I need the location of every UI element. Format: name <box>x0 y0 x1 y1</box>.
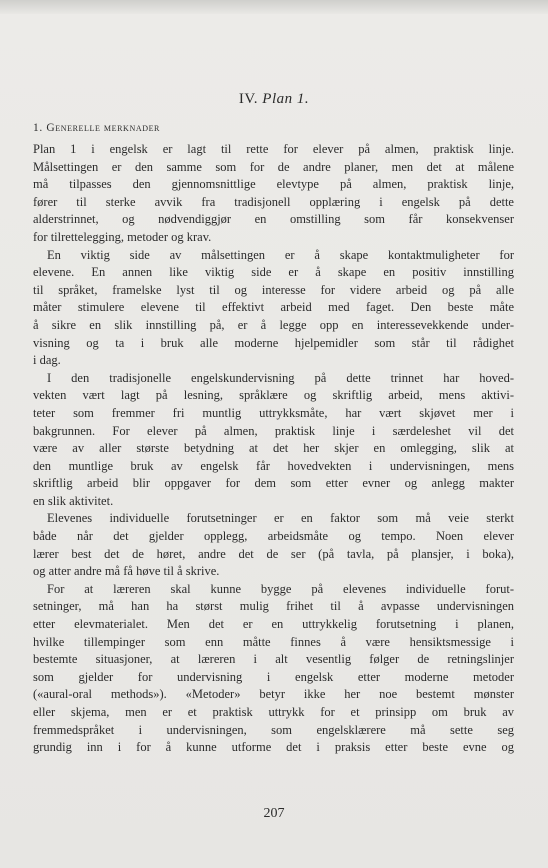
text-line: En viktig side av målsettingen er å skape kontaktmuligheter for <box>47 247 514 262</box>
text-line: skriftlig arbeid blir oppgaver for dem som etter evner og anlegg makter <box>33 476 514 491</box>
chapter-title <box>0 91 548 108</box>
text-line: bestemte situasjoner, at læreren i alt vesentlig følger de retningslinjer <box>33 652 514 667</box>
text-line: fremmedspråket i undervisningen, som engelsklærere må sette seg <box>33 722 514 737</box>
text-line: til språket, framelske lyst til og interesse for videre arbeid og på alle <box>33 282 514 297</box>
text-line: i dag. <box>33 353 61 368</box>
text-line: og atter andre må få høve til å skrive. <box>33 564 220 579</box>
text-line: Plan 1 i engelsk er lagt til rette for elever på almen, praktisk linje. <box>33 142 514 156</box>
text-line: elevene. En annen like viktig side er å skape en positiv innstilling <box>33 265 514 280</box>
text-line: setninger, må han ha størst mulig frihet til å avpasse undervisningen <box>33 599 514 614</box>
text-line: visning og ta i bruk alle moderne hjelpemidler som står til rådighet <box>33 335 514 350</box>
text-line: den muntlige bruk av engelsk får hovedvekten i undervisningen, mens <box>33 458 514 473</box>
section-heading <box>33 122 160 134</box>
text-line: grundig inn i for å kunne utforme det i praksis etter beste evne og <box>33 740 514 755</box>
body-text <box>33 141 514 757</box>
text-line: bakgrunnen. For elever på almen, praktisk linje i særdeleshet vil det <box>33 423 514 438</box>
page-number: 207 <box>263 806 285 821</box>
text-line: teter som fremmer fri muntlig uttrykksmåte, har vært skjøvet mer i <box>33 405 514 420</box>
text-line: alderstrinnet, og nødvendiggjør en omstilling som får konsekvenser <box>33 212 514 227</box>
text-line: eller skjema, men er et praktisk uttrykk for et prinsipp om bruk av <box>33 705 514 719</box>
text-line: en slik aktivitet. <box>33 493 114 508</box>
text-line: for tilrettelegging, metoder og krav. <box>33 229 212 244</box>
text-line: som gjelder for undervisning i engelsk etter moderne metoder <box>33 669 514 684</box>
text-line: Elevenes individuelle forutsetninger er en faktor som må veie sterkt <box>47 511 514 526</box>
chapter-name: Plan 1. <box>262 91 310 107</box>
text-line: vekten vært lagt på lesning, språklære og skriftlig arbeid, mens aktivi- <box>33 388 514 403</box>
text-line: måter stimulere elevene til effektivt arbeid med faget. Den beste måte <box>33 300 514 315</box>
text-line: må tilpasses den gjennomsnittlige elevtype på almen, praktisk linje, <box>33 177 514 192</box>
text-line: etter elevmaterialet. Men det er en uttrykkelig forutsetning i planen, <box>33 617 514 632</box>
section-title: Generelle merknader <box>46 122 160 134</box>
text-line: I den tradisjonelle engelskundervisning på dette trinnet har hoved- <box>47 370 514 385</box>
text-line: å sikre en slik innstilling på, er å legge opp en interessevekkende under- <box>33 317 514 332</box>
section-number: 1. <box>33 122 43 134</box>
chapter-prefix: IV. <box>238 91 259 107</box>
text-line: både når det gjelder opplegg, arbeidsmåte og tempo. Noen elever <box>33 529 514 544</box>
text-line: («aural-oral methods»). «Metoder» betyr ikke her noe bestemt mønster <box>33 687 514 702</box>
text-line: For at læreren skal kunne bygge på elevenes individuelle forut- <box>47 581 514 596</box>
text-line: være av aller største betydning at det her skjer en omlegging, slik at <box>33 441 514 456</box>
text-line: fører til sterke avvik fra tradisjonell opplæring i engelsk på dette <box>33 194 514 209</box>
scan-edge-shadow <box>0 0 548 14</box>
text-line: Målsettingen er den samme som for de andre planer, men det at målene <box>33 159 514 174</box>
text-line: hvilke tillempinger som enn måtte finnes å være hensiktsmessige i <box>33 634 514 649</box>
text-line: lærer best det de høret, andre det de ser (på tavla, på plansjer, i boka), <box>33 546 514 561</box>
